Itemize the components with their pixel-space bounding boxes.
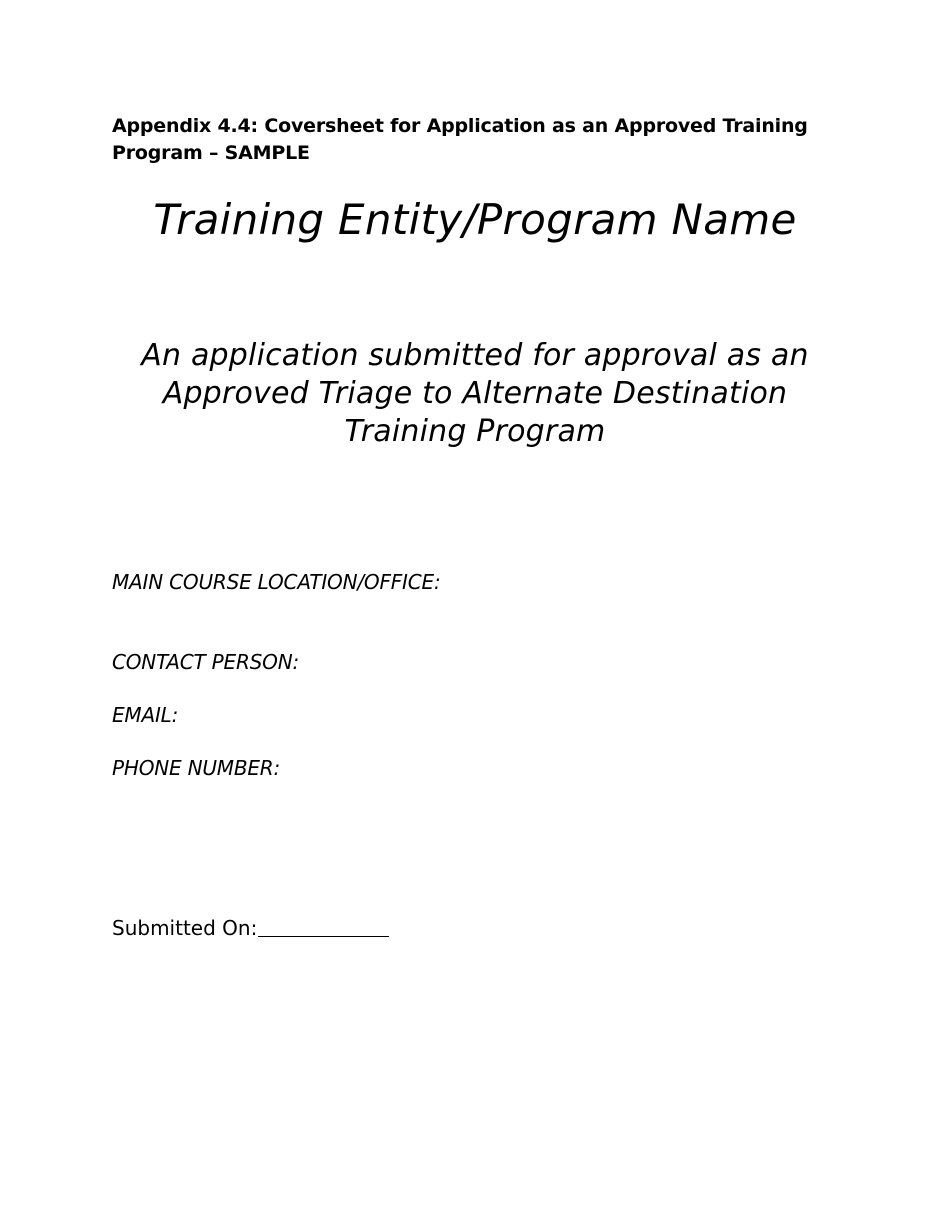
phone-number-label: PHONE NUMBER: — [112, 756, 281, 780]
submitted-on-label: Submitted On: — [112, 916, 258, 940]
program-name-title: Training Entity/Program Name — [153, 195, 797, 244]
submitted-on-blank-line — [258, 936, 389, 937]
contact-person-label: CONTACT PERSON: — [112, 650, 300, 674]
application-subtitle: An application submitted for approval as an Approved Triage to Alternate Destination Training Program — [141, 338, 809, 449]
appendix-heading: Appendix 4.4: Coversheet for Application as an Approved Training Program – SAMPLE — [112, 115, 808, 164]
email-label: EMAIL: — [112, 703, 179, 727]
main-course-location-label: MAIN COURSE LOCATION/OFFICE: — [112, 570, 441, 594]
submitted-on-row — [112, 915, 389, 941]
